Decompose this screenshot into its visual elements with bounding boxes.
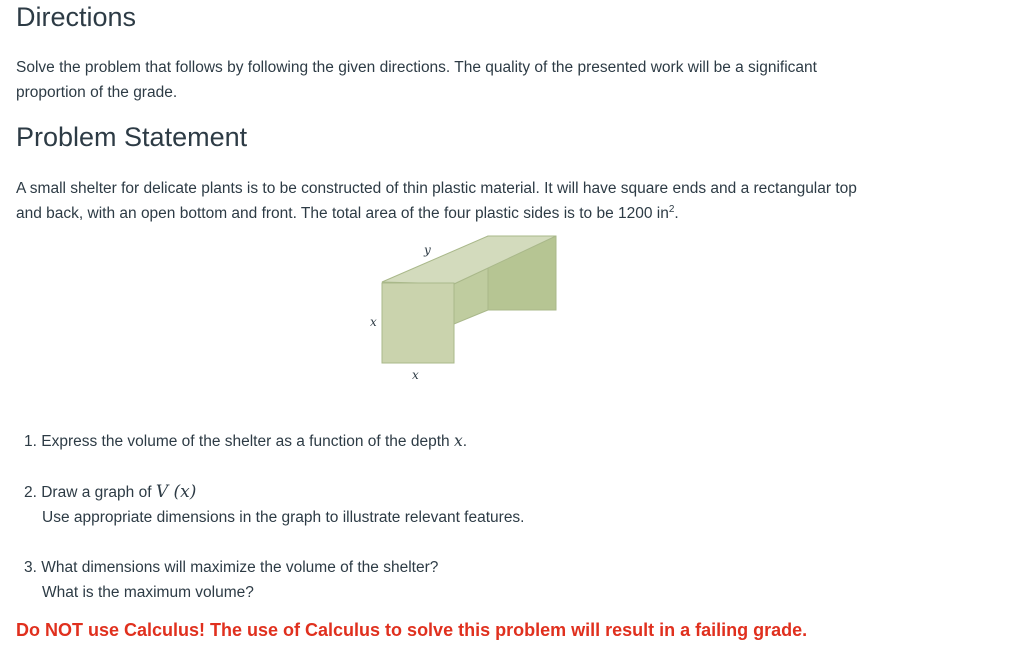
directions-heading: Directions (16, 2, 137, 32)
question-2-text: 2. Draw a graph of (24, 484, 156, 501)
label-x-left: x (370, 315, 377, 329)
question-2 (24, 480, 525, 530)
label-x-bottom: x (412, 368, 419, 382)
shelter-figure (336, 230, 576, 390)
question-1-end: . (462, 433, 468, 450)
question-3 (24, 555, 438, 605)
problem-statement-text (16, 176, 866, 226)
problem-statement-heading: Problem Statement (16, 122, 248, 152)
problem-text-end: . (674, 205, 679, 222)
question-3-subtext: What is the maximum volume? (42, 584, 254, 601)
directions-text: Solve the problem that follows by following the given directions. The quality of the presented work will be a significant proportion of the grade. (16, 59, 817, 101)
question-3-text: 3. What dimensions will maximize the volume of the shelter? (24, 559, 439, 576)
question-1-text: 1. Express the volume of the shelter as a function of the depth (24, 433, 454, 450)
function-v-of-x: V (x) (155, 482, 197, 502)
question-2-subtext: Use appropriate dimensions in the graph to illustrate relevant features. (42, 509, 525, 526)
calculus-warning: Do NOT use Calculus! The use of Calculus to solve this problem will result in a failing grade. (16, 620, 808, 640)
variable-x: x (453, 432, 463, 450)
exponent: 2 (668, 203, 675, 215)
label-y: y (424, 243, 431, 257)
shelter-front-end (382, 283, 454, 363)
problem-text-main: A small shelter for delicate plants is to be constructed of thin plastic material. It will have square ends and a rectangular top and back, with an open bottom and front. The total area of the four plastic sides is to be 1200 in (16, 180, 857, 222)
question-1 (24, 429, 467, 454)
